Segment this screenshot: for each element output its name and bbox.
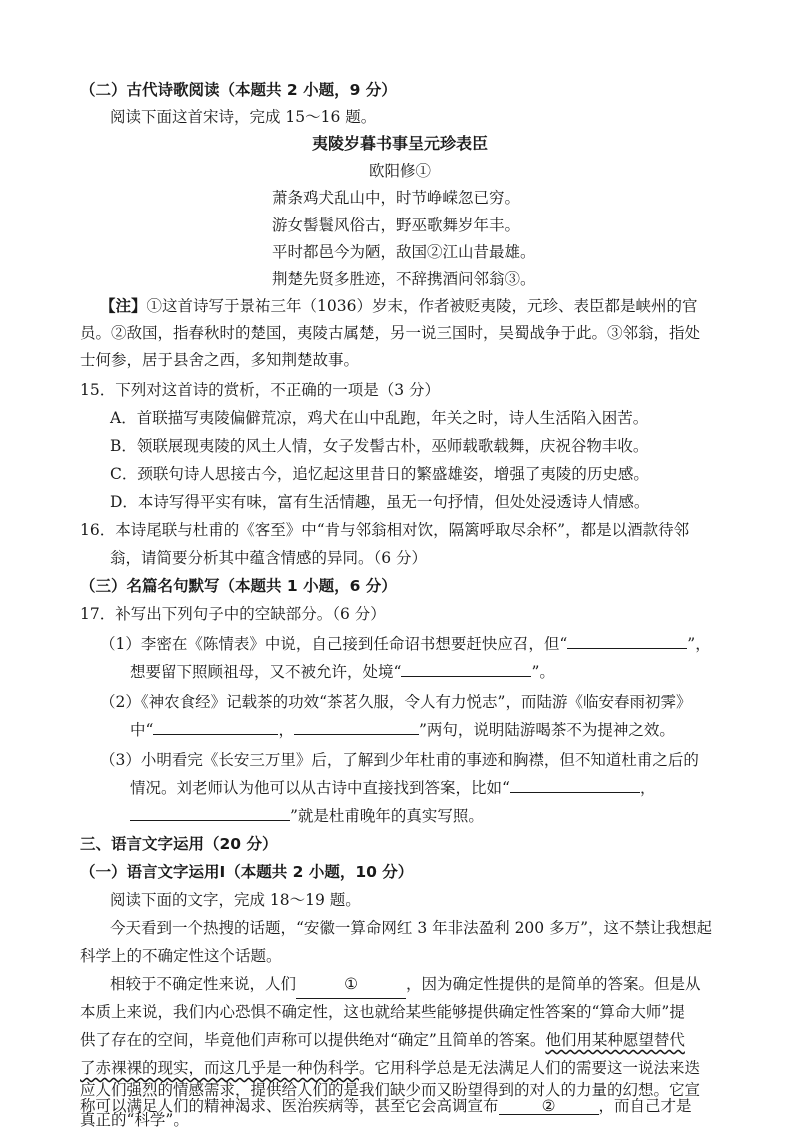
q17-item-2-text-b: 中“ [130,721,154,739]
q17-item-1-text-b: ”， [687,635,711,653]
q17-item-1-text-c: 想要留下照顾祖母，又不被允许，处境“ [130,663,402,681]
q17-item-3-text-c: ， [639,779,656,797]
poem-line-4: 荆楚先贤多胜迹，不辞携酒问邻翁③。 [272,270,536,288]
passage-p2-line-2: 本质上来说，我们内心恐惧不确定性，这也就给某些能够提供确定性答案的“算命大师”提 [80,1003,685,1021]
passage-p1-line-1: 今天看到一个热搜的话题，“安徽一算命网红 3 年非法盈利 200 多万”，这不禁让我想起 [110,919,713,937]
passage-p2-line-3 [80,1026,685,1054]
answer-blank[interactable] [567,630,687,649]
poem-line-1: 萧条鸡犬乱山中，时节峥嵘忽已穷。 [272,189,521,207]
q17-item-1-text-d: ”。 [531,663,555,681]
q17-item-3-line-3 [130,802,484,830]
poem-author: 欧阳修① [368,162,431,180]
q17-item-2-text-d: ”两句，说明陆游喝茶不为提神之效。 [418,721,675,739]
passage-text: 相较于不确定性来说，人们 [110,975,297,993]
q17-stem: 17．补写出下列句子中的空缺部分。（6 分） [80,605,386,623]
poetry-intro: 阅读下面这首宋诗，完成 15～16 题。 [110,108,377,126]
wavy-underlined-text: 他们用某种愿望替代 [545,1031,685,1049]
poem-note-line-1 [100,292,697,320]
section-heading-language-1: （一）语言文字运用Ⅰ（本题共 2 小题，10 分） [80,863,414,881]
q17-item-3-text-d: ”就是杜甫晚年的真实写照。 [290,807,484,825]
poem-line-2: 游女髻鬟风俗古，野巫歌舞岁年丰。 [272,216,521,234]
answer-blank[interactable] [294,716,419,735]
q17-item-2-line-1: （2）《神农食经》记载茶的功效“茶茗久服，令人有力悦志”，而陆游《临安春雨初霁》 [100,693,692,711]
passage-p1-line-2: 科学上的不确定性这个话题。 [80,947,282,965]
q17-item-3-line-1: （3）小明看完《长安三万里》后，了解到少年杜甫的事迹和胸襟，但不知道杜甫之后的 [100,751,699,769]
poem-note-line-2: 员。②敌国，指春秋时的楚国，夷陵古属楚，另一说三国时，吴蜀战争于此。③邻翁，指处 [80,324,701,342]
answer-blank[interactable] [153,716,278,735]
q16-line-2: 翁，请简要分析其中蕴含情感的异同。（6 分） [110,549,428,567]
q17-item-2-text-c: ， [278,721,294,739]
blank-1[interactable]: ① [296,970,406,999]
passage-text: 真正的“科学”。 [80,1111,189,1129]
poem-line-3: 平时都邑今为陋，敌国②江山昔最雄。 [272,243,536,261]
q17-item-2-line-2 [130,716,675,744]
q17-item-3-text-b: 情况。刘老师认为他可以从古诗中直接找到答案，比如“ [130,779,510,797]
passage-p2-line-1 [110,970,701,999]
passage-text: 称可以满足人们的精神渴求、医治疾病等，甚至它会高调宣布 [80,1097,499,1115]
q15-option-b: B．领联展现夷陵的风土人情，女子发髻古朴，巫师载歌载舞，庆祝谷物丰收。 [110,437,649,455]
language-intro: 阅读下面的文字，完成 18～19 题。 [110,891,361,909]
q16-line-1: 16．本诗尾联与杜甫的《客至》中“肯与邻翁相对饮，隔篱呼取尽余杯”，都是以酒款待邻 [80,521,690,539]
note-text-1: ①这首诗写于景祐三年（1036）岁末，作者被贬夷陵，元珍、表臣都是峡州的官 [146,297,698,315]
blank-2[interactable]: ② [499,1098,599,1115]
q17-item-1-line-1 [100,630,711,658]
wavy-underlined-text: 了赤裸裸的现实，而这几乎是一种伪科学 [80,1059,360,1077]
passage-p2-line-5: 应人们强烈的情感需求，提供给人们的是我们缺少而又盼望得到的对人的力量的幻想。它宣 [80,1081,701,1099]
poem-title: 夷陵岁暮书事呈元珍表臣 [311,134,488,153]
passage-p2-line-7 [80,1112,189,1128]
passage-text: 供了存在的空间，毕竟他们声称可以提供绝对“确定”且简单的答案。 [80,1031,546,1049]
q17-item-3-line-2 [130,774,655,802]
answer-blank[interactable] [510,774,640,793]
q15-option-c: C．颈联句诗人思接古今，追忆起这里昔日的繁盛雄姿，增强了夷陵的历史感。 [110,465,649,483]
q15-stem: 15．下列对这首诗的赏析，不正确的一项是（3 分） [80,381,441,399]
passage-text: 。它用科学总是无法满足人们的需要这一说法来迭 [359,1059,701,1077]
q15-option-d: D．本诗写得平实有味，富有生活情趣，虽无一句抒情，但处处浸透诗人情感。 [110,493,650,511]
q17-item-1-line-2 [130,658,555,686]
note-label: 【注】 [100,296,147,315]
poem-note-line-3: 士何参，居于县舍之西，多知荆楚故事。 [80,351,360,369]
section-heading-recitation: （三）名篇名句默写（本题共 1 小题，6 分） [80,577,397,595]
answer-blank[interactable] [130,802,290,821]
part-heading-language: 三、语言文字运用（20 分） [80,835,278,853]
section-heading-poetry: （二）古代诗歌阅读（本题共 2 小题，9 分） [80,81,397,99]
q17-item-1-text-a: （1）李密在《陈情表》中说，自己接到任命诏书想要赶快应召，但“ [100,635,568,653]
passage-text: ，而自己才是 [598,1097,692,1115]
passage-text: ，因为确定性提供的是简单的答案。但是从 [406,975,701,993]
q15-option-a: A．首联描写夷陵偏僻荒凉，鸡犬在山中乱跑，年关之时，诗人生活陷入困苦。 [110,409,649,427]
answer-blank[interactable] [401,658,531,677]
